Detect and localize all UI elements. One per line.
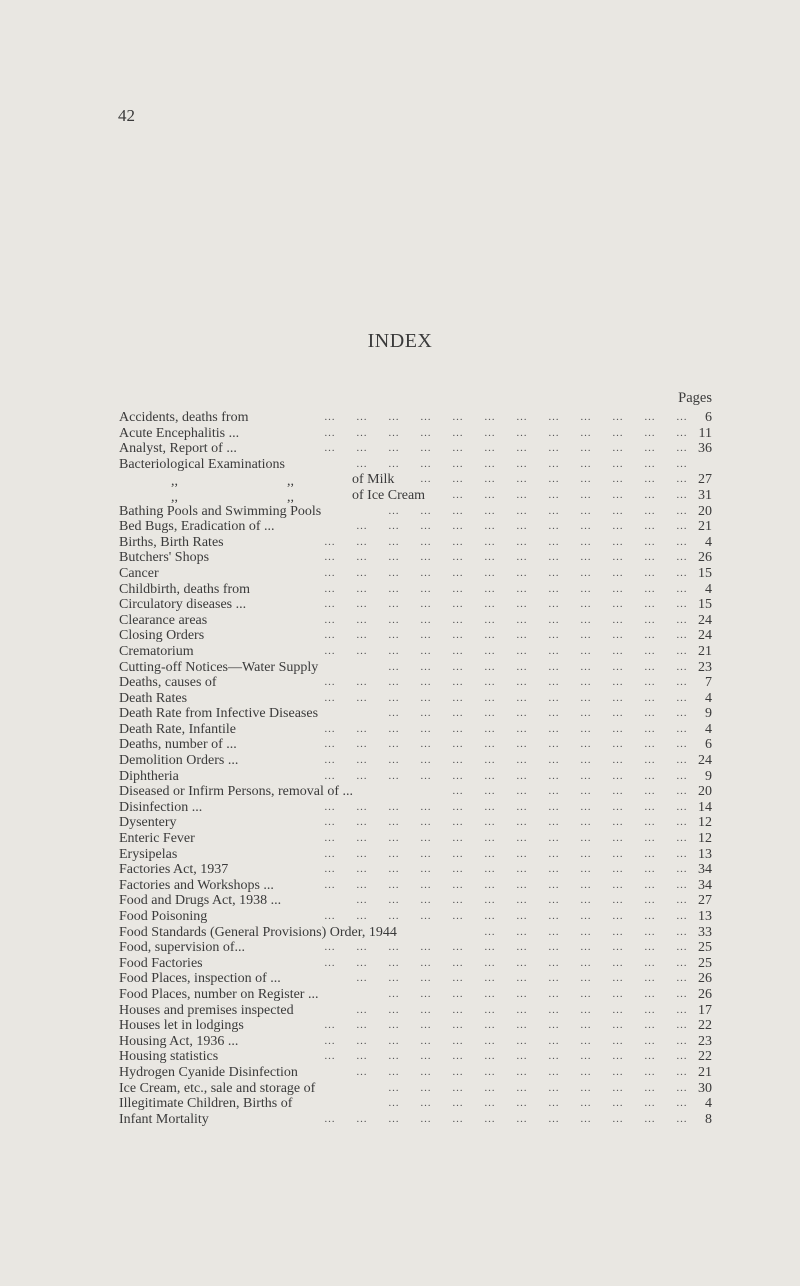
index-entry: Enteric Fever … … … … … … … … … … … … 12 <box>119 831 712 847</box>
index-entry: Death Rates … … … … … … … … … … … … 4 <box>119 690 712 706</box>
index-entry-label: Food Factories <box>119 955 203 971</box>
index-entry-label: Factories Act, 1937 <box>119 862 229 878</box>
index-entry-page: 17 <box>698 1002 712 1018</box>
index-entry-page: 21 <box>698 643 712 659</box>
index-entry: Death Rate, Infantile … … … … … … … … … … … … 4 <box>119 721 712 737</box>
index-entry-label: Clearance areas <box>119 612 208 628</box>
index-entry: Butchers' Shops … … … … … … … … … … … … 26 <box>119 550 712 566</box>
index-entry-page: 22 <box>698 1018 712 1034</box>
index-entry-page: 11 <box>698 425 712 441</box>
index-entry-page: 4 <box>705 721 712 737</box>
index-entry: Food and Drugs Act, 1938 ... … … … … … … … … … … … 27 <box>119 893 712 909</box>
index-entry-page: 31 <box>698 487 712 503</box>
ditto-mark: ,, <box>287 489 294 505</box>
index-entry-page: 20 <box>698 503 712 519</box>
index-entry: Food Places, inspection of ... … … … … … … … … … … … 26 <box>119 971 712 987</box>
index-entry: Housing Act, 1936 ... … … … … … … … … … … … … 23 <box>119 1033 712 1049</box>
index-entry-page: 21 <box>698 519 712 535</box>
index-entry-label: Births, Birth Rates <box>119 534 224 550</box>
index-entry: Crematorium … … … … … … … … … … … … 21 <box>119 643 712 659</box>
index-entry-label: Cancer <box>119 565 159 581</box>
index-entry: Food, supervision of... … … … … … … … … … … … … 25 <box>119 940 712 956</box>
index-entry-label: Deaths, causes of <box>119 675 217 691</box>
index-entry-label: Factories and Workshops ... <box>119 877 274 893</box>
index-entry: Births, Birth Rates … … … … … … … … … … … … 4 <box>119 534 712 550</box>
index-entry-page: 4 <box>705 581 712 597</box>
index-entry-label: Dysentery <box>119 815 177 831</box>
index-entry: Death Rate from Infective Diseases … … … … … … … … … … 9 <box>119 706 712 722</box>
index-entry-page: 13 <box>698 909 712 924</box>
index-entry-page: 34 <box>698 862 712 878</box>
index-entry: Food Places, number on Register ... … … … … … … … … … … 26 <box>119 986 712 1002</box>
page-title: INDEX <box>367 330 433 352</box>
index-entry-page: 4 <box>705 534 712 550</box>
index-entry-label: Analyst, Report of ... <box>119 441 237 457</box>
index-entry: Demolition Orders ... … … … … … … … … … … … … 24 <box>119 753 712 769</box>
index-entry-page: 23 <box>698 1033 712 1049</box>
ditto-mark: ,, <box>171 489 178 505</box>
index-entry-page: 27 <box>698 472 712 488</box>
index-entry-label: Illegitimate Children, Births of <box>119 1096 293 1112</box>
index-entry-page: 13 <box>698 846 712 862</box>
index-entry-page: 4 <box>705 690 712 706</box>
index-entry-label: Accidents, deaths from <box>119 410 249 425</box>
index-entry: Circulatory diseases ... … … … … … … … … … … … … 15 <box>119 597 712 613</box>
index-list <box>119 410 712 1127</box>
index-entry-label: Butchers' Shops <box>119 550 210 566</box>
index-entry-label: Ice Cream, etc., sale and storage of <box>119 1080 316 1096</box>
index-entry: Deaths, causes of … … … … … … … … … … … … 7 <box>119 675 712 691</box>
index-entry-label: Food, supervision of... <box>119 940 245 956</box>
index-entry-page: 8 <box>705 1111 712 1127</box>
index-entry: Deaths, number of ... … … … … … … … … … … … … 6 <box>119 737 712 753</box>
index-entry: Dysentery … … … … … … … … … … … … 12 <box>119 815 712 831</box>
index-entry: Infant Mortality … … … … … … … … … … … … 8 <box>119 1111 712 1127</box>
index-entry-label: Bed Bugs, Eradication of ... <box>119 519 275 535</box>
index-entry-page: 20 <box>698 784 712 800</box>
index-entry: Ice Cream, etc., sale and storage of … … … … … … … … … … 30 <box>119 1080 712 1096</box>
index-entry-page: 24 <box>698 753 712 769</box>
index-entry: Houses and premises inspected … … … … … … … … … … … 17 <box>119 1002 712 1018</box>
index-entry-label: Food and Drugs Act, 1938 ... <box>119 893 282 909</box>
page-number: 42 <box>118 106 135 125</box>
index-entry-label: Bathing Pools and Swimming Pools <box>119 503 322 519</box>
index-entry: Bathing Pools and Swimming Pools … … … … … … … … … … 20 <box>119 503 712 519</box>
index-entry: Housing statistics … … … … … … … … … … … … 22 <box>119 1049 712 1065</box>
index-entry: Food Poisoning … … … … … … … … … … … … 13 <box>119 909 712 924</box>
index-entry: Food Standards (General Provisions) Order, 1944 … … … … … … … 33 <box>119 924 712 940</box>
index-entry: Erysipelas … … … … … … … … … … … … 13 <box>119 846 712 862</box>
index-entry: Illegitimate Children, Births of … … … … … … … … … … 4 <box>119 1096 712 1112</box>
index-entry-page: 15 <box>698 597 712 613</box>
index-entry-label: Housing Act, 1936 ... <box>119 1033 239 1049</box>
index-entry-label: Houses and premises inspected <box>119 1002 294 1018</box>
index-entry-page: 36 <box>698 441 712 457</box>
index-entry-label: Housing statistics <box>119 1049 219 1065</box>
index-entry-label: Crematorium <box>119 643 194 659</box>
index-entry: Cancer … … … … … … … … … … … … 15 <box>119 565 712 581</box>
index-entry-page: 9 <box>705 706 712 722</box>
index-entry: Hydrogen Cyanide Disinfection … … … … … … … … … … … 21 <box>119 1064 712 1080</box>
index-entry-label: Diphtheria <box>119 768 179 784</box>
index-entry-label: Closing Orders <box>119 628 205 644</box>
index-entry-page: 26 <box>698 550 712 566</box>
index-entry-label: Houses let in lodgings <box>119 1018 244 1034</box>
index-entry-page: 24 <box>698 628 712 644</box>
index-entry: Childbirth, deaths from … … … … … … … … … … … … 4 <box>119 581 712 597</box>
ditto-mark: ,, <box>287 474 294 490</box>
index-entry-label: Food Standards (General Provisions) Order, 1944 <box>119 924 397 940</box>
index-entry-page: 26 <box>698 971 712 987</box>
index-entry-page: 21 <box>698 1064 712 1080</box>
index-entry: ,, ,, of Milk … … … … … … … … … 27 <box>171 472 712 490</box>
index-entry: Diphtheria … … … … … … … … … … … … 9 <box>119 768 712 784</box>
index-entry: Factories and Workshops ... … … … … … … … … … … … … 34 <box>119 877 712 893</box>
index-entry-label: Food Places, inspection of ... <box>119 971 281 987</box>
index-entry: Cutting-off Notices—Water Supply … … … … … … … … … … 23 <box>119 659 712 675</box>
index-entry: Analyst, Report of ... … … … … … … … … … … … … 36 <box>119 441 712 457</box>
index-entry-label: Diseased or Infirm Persons, removal of ... <box>119 784 354 800</box>
index-entry-page: 25 <box>698 940 712 956</box>
index-entry-page: 15 <box>698 565 712 581</box>
index-entry-page: 7 <box>705 675 712 691</box>
index-entry-label: Death Rate, Infantile <box>119 721 237 737</box>
index-entry-page: 12 <box>698 815 712 831</box>
index-entry-page: 25 <box>698 955 712 971</box>
index-entry-page: 30 <box>698 1080 712 1096</box>
index-entry-label: Cutting-off Notices—Water Supply <box>119 659 319 675</box>
index-entry: Factories Act, 1937 … … … … … … … … … … … … 34 <box>119 862 712 878</box>
ditto-mark: ,, <box>171 474 178 490</box>
index-entry: Bed Bugs, Eradication of ... … … … … … … … … … … … 21 <box>119 519 712 535</box>
index-entry-label: Bacteriological Examinations <box>119 456 286 472</box>
index-entry-label: of Milk <box>352 472 395 488</box>
index-entry-label: Enteric Fever <box>119 831 195 847</box>
index-entry-label: Erysipelas <box>119 846 178 862</box>
index-entry-label: Childbirth, deaths from <box>119 581 251 597</box>
index-entry-label: Circulatory diseases ... <box>119 597 247 613</box>
index-entry-page: 6 <box>705 410 712 425</box>
index-entry-page: 9 <box>705 768 712 784</box>
index-entry: ,, ,, of Ice Cream … … … … … … … … 31 <box>171 487 712 505</box>
index-entry-page: 34 <box>698 877 712 893</box>
index-entry: Acute Encephalitis ... … … … … … … … … … … … … 11 <box>119 425 712 441</box>
index-entry-page: 4 <box>705 1096 712 1112</box>
index-entry: Disinfection ... … … … … … … … … … … … … 14 <box>119 799 712 815</box>
index-entry-page: 33 <box>698 924 712 940</box>
index-entry-page: 27 <box>698 893 712 909</box>
index-entry-page: 23 <box>698 659 712 675</box>
pages-column-header: Pages <box>678 390 712 406</box>
index-entry: Diseased or Infirm Persons, removal of ... … … … … … … … … 20 <box>119 784 712 800</box>
index-entry-page: 24 <box>698 612 712 628</box>
index-entry-label: Hydrogen Cyanide Disinfection <box>119 1064 298 1080</box>
index-entry-label: Infant Mortality <box>119 1111 209 1127</box>
index-entry-label: Food Poisoning <box>119 909 208 924</box>
index-entry-page: 22 <box>698 1049 712 1065</box>
index-entry: Closing Orders … … … … … … … … … … … … 24 <box>119 628 712 644</box>
index-entry-label: Food Places, number on Register ... <box>119 986 319 1002</box>
index-entry: Bacteriological Examinations … … … … … … … … … … … <box>119 456 689 472</box>
index-entry-page: 6 <box>705 737 712 753</box>
index-entry-label: Acute Encephalitis ... <box>119 425 240 441</box>
index-entry-label: Disinfection ... <box>119 799 203 815</box>
index-entry-label: Death Rate from Infective Diseases <box>119 706 319 722</box>
index-entry-label: Death Rates <box>119 690 188 706</box>
index-entry-label: Demolition Orders ... <box>119 753 239 769</box>
index-entry: Accidents, deaths from … … … … … … … … … … … … 6 <box>119 410 712 425</box>
index-entry-label: Deaths, number of ... <box>119 737 237 753</box>
index-entry-label: of Ice Cream <box>352 487 426 503</box>
index-entry-page: 14 <box>698 799 712 815</box>
index-entry: Food Factories … … … … … … … … … … … … 25 <box>119 955 712 971</box>
index-entry-page: 26 <box>698 986 712 1002</box>
index-entry-page: 12 <box>698 831 712 847</box>
index-entry: Houses let in lodgings … … … … … … … … … … … … 22 <box>119 1018 712 1034</box>
index-entry: Clearance areas … … … … … … … … … … … … 24 <box>119 612 712 628</box>
